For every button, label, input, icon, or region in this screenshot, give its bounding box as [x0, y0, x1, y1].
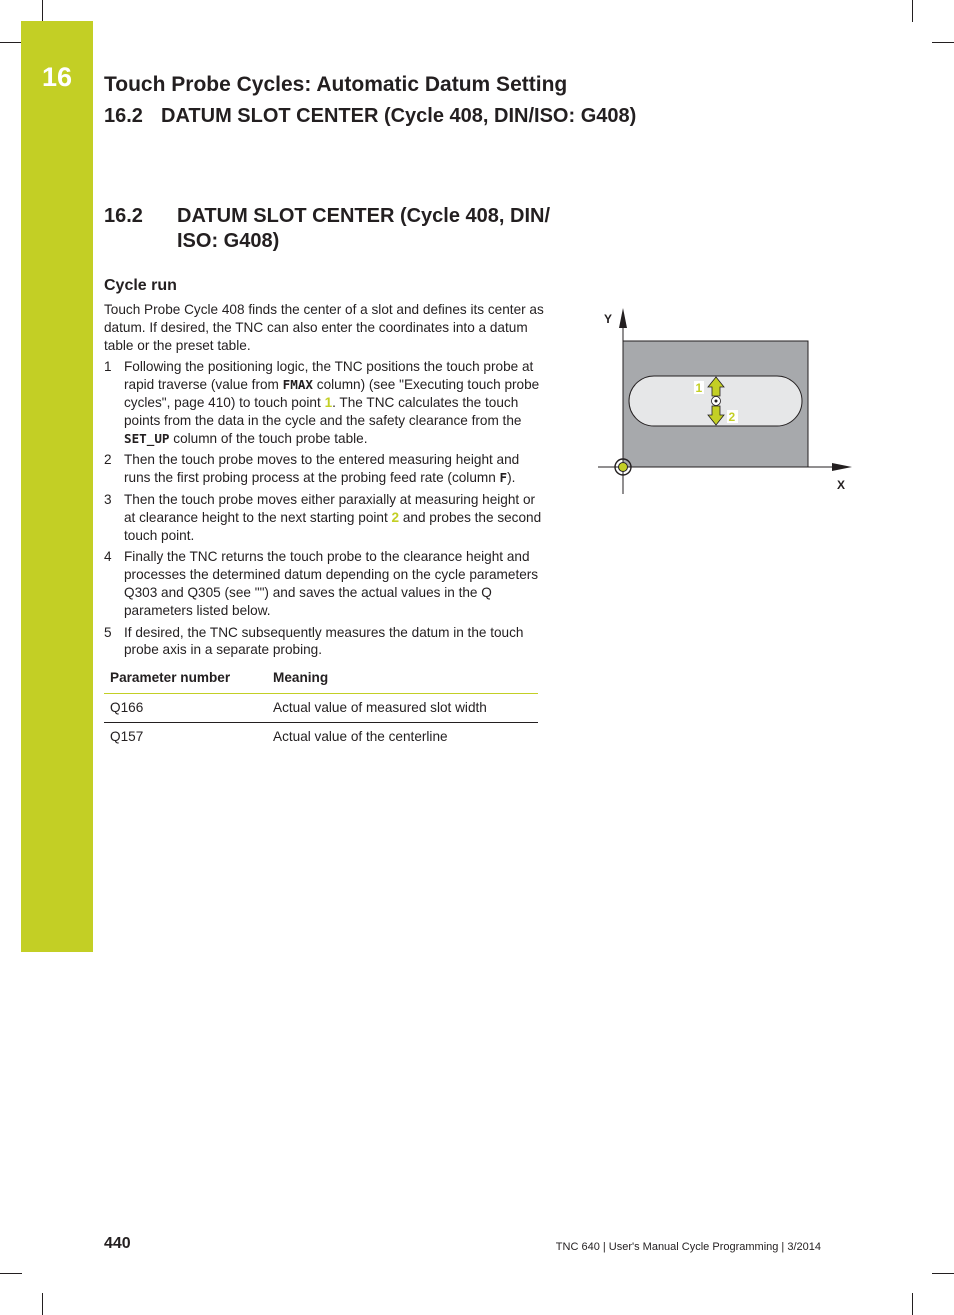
step-text: and probes the second touch point. [124, 509, 542, 543]
table-cell: Q166 [104, 693, 267, 722]
list-item [104, 451, 544, 487]
list-item [104, 548, 544, 619]
step-text: ). [507, 470, 516, 486]
cycle-run-heading: Cycle run [104, 277, 177, 294]
step-number: 4 [104, 549, 112, 565]
running-header-subtitle [104, 102, 636, 130]
slot-center-diagram [596, 306, 856, 496]
x-axis-arrow [832, 463, 852, 471]
step-text: Following the positioning logic, the TNC positions the touch probe at rapid traverse (value from [124, 359, 534, 393]
crop-mark [932, 1273, 954, 1274]
chapter-sidebar [21, 21, 93, 952]
step-number: 1 [104, 359, 112, 375]
touch-point-ref: 1 [324, 394, 333, 410]
crop-mark [0, 42, 22, 43]
column-header: Parameter number [104, 663, 267, 693]
crop-mark [912, 0, 913, 22]
intro-paragraph: Touch Probe Cycle 408 finds the center of a slot and defines its center as datum. If desired, the TNC can also enter the coordinates into a datum table or the preset table. [104, 302, 544, 353]
step-text: If desired, the TNC subsequently measures the datum in the touch probe axis in a separate probing. [124, 624, 524, 658]
section-number: 16.2 [104, 205, 143, 227]
point-2-label: 2 [728, 410, 736, 424]
crop-mark [932, 42, 954, 43]
crop-mark [42, 1293, 43, 1315]
table-row [104, 722, 538, 750]
parameter-table [104, 663, 538, 750]
step-text: Finally the TNC returns the touch probe to the clearance height and processes the determined datum depending on the cycle parameters Q303 and Q305 (see "") and saves the actual values in the Q parameters listed below. [124, 549, 539, 618]
list-item [104, 358, 544, 447]
step-number: 3 [104, 491, 112, 507]
point-1-label: 1 [695, 381, 703, 395]
list-item [104, 624, 544, 660]
column-header: Meaning [267, 663, 538, 693]
code-fmax: FMAX [282, 377, 313, 393]
table-cell: Actual value of the centerline [273, 728, 448, 744]
step-list [104, 358, 544, 659]
crop-mark [42, 0, 43, 22]
step-text: Then the touch probe moves to the entered measuring height and runs the first probing process at the probing feed rate (column [124, 452, 520, 486]
running-header-section-title: DATUM SLOT CENTER (Cycle 408, DIN/ISO: G408) [161, 105, 637, 127]
step-text: column of the touch probe table. [169, 430, 368, 446]
code-set-up: SET_UP [124, 430, 170, 446]
step-number: 5 [104, 624, 112, 640]
crop-mark [912, 1293, 913, 1315]
probe-center-dot-icon [715, 400, 718, 403]
table-row [104, 693, 538, 722]
table-header-row [104, 663, 538, 693]
touch-point-ref: 2 [391, 509, 400, 525]
section-title: DATUM SLOT CENTER (Cycle 408, DIN/ ISO: G408) [177, 205, 551, 252]
page-number: 440 [104, 1235, 131, 1252]
running-header-section-number: 16.2 [104, 105, 143, 127]
footer-text: TNC 640 | User's Manual Cycle Programming | 3/2014 [555, 1241, 821, 1253]
step-text: . The TNC calculates the touch points from the data in the cycle and the safety clearance from the [124, 394, 522, 428]
y-axis-arrow [619, 308, 627, 328]
step-text: Then the touch probe moves either paraxially at measuring height or at clearance height to the next starting point [124, 491, 536, 525]
step-number: 2 [104, 452, 112, 468]
code-f: F [499, 470, 508, 486]
step-text: column) (see "Executing touch probe cycles", page 410) to touch point [124, 377, 540, 410]
crop-mark [0, 1273, 22, 1274]
section-heading [104, 204, 564, 254]
body-column [104, 301, 544, 751]
y-axis-label: Y [604, 312, 613, 326]
chapter-number: 16 [41, 62, 73, 92]
table-cell: Actual value of measured slot width [267, 693, 538, 722]
x-axis-label: X [837, 478, 846, 492]
running-header-title: Touch Probe Cycles: Automatic Datum Setting [104, 73, 568, 96]
datum-symbol-inner [619, 463, 628, 472]
table-cell: Q157 [110, 728, 144, 744]
list-item [104, 491, 544, 544]
